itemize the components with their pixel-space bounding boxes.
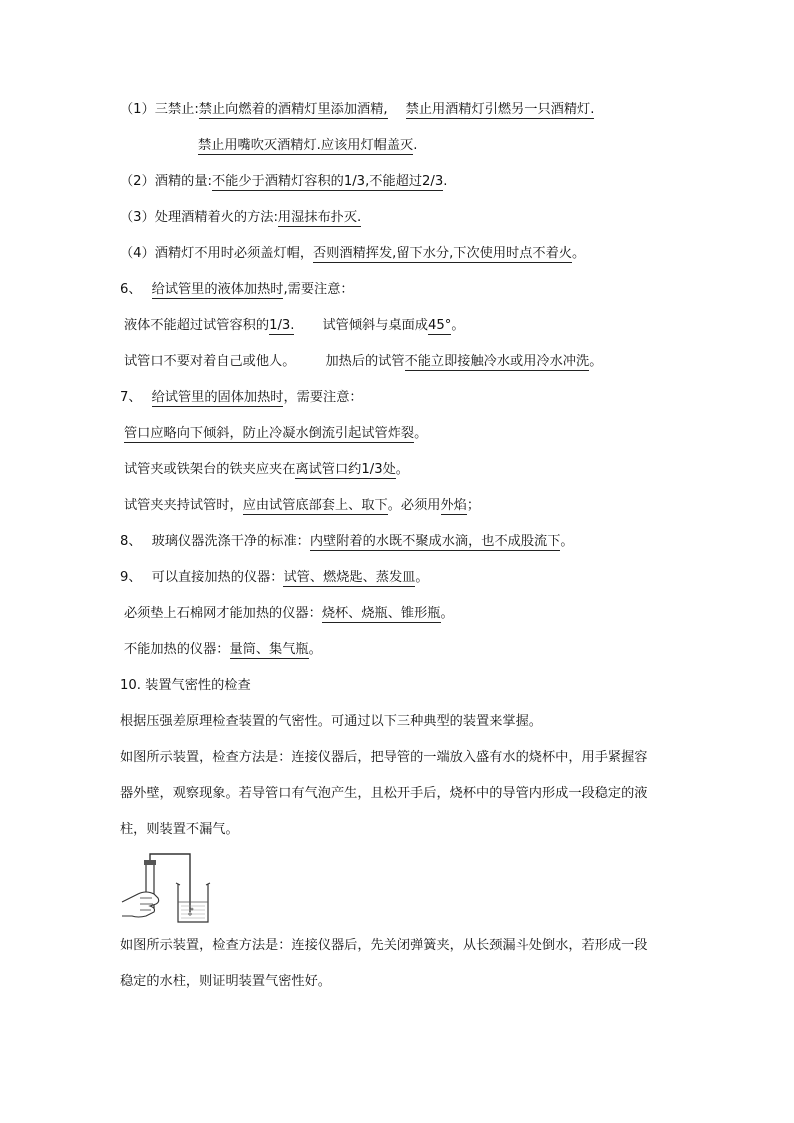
underlined-answer: 给试管里的固体加热时 xyxy=(151,390,284,405)
underlined-answer: 离试管口约1/3处 xyxy=(295,462,396,477)
non-heatable-instruments: 不能加热的仪器：量筒、集气瓶。 xyxy=(124,642,322,657)
item-label: （1）三禁止: xyxy=(120,102,199,117)
rule-alcohol-fire: （3）处理酒精着火的方法:用湿抹布扑灭. xyxy=(120,210,362,225)
section-9: 9、 可以直接加热的仪器：试管、燃烧匙、蒸发皿。 xyxy=(120,570,429,585)
solid-heating-rule-2: 试管夹或铁架台的铁夹应夹在离试管口约1/3处。 xyxy=(124,462,409,477)
rule-lamp-cap: （4）酒精灯不用时必须盖灯帽，否则酒精挥发,留下水分,下次使用时点不着火。 xyxy=(120,246,586,261)
underlined-answer: 试管、燃烧匙、蒸发皿 xyxy=(283,570,416,585)
liquid-heating-rule-2: 试管口不要对着自己或他人。 加热后的试管不能立即接触冷水或用冷水冲洗。 xyxy=(124,354,603,369)
section-8: 8、 玻璃仪器洗涤干净的标准：内壁附着的水既不聚成水滴，也不成股流下。 xyxy=(120,534,574,549)
paragraph-line: 如图所示装置，检查方法是：连接仪器后，把导管的一端放入盛有水的烧杯中，用手紧握容 xyxy=(120,750,648,765)
solid-heating-rule-3: 试管夹夹持试管时，应由试管底部套上、取下。必须用外焰； xyxy=(124,498,481,513)
hand-icon xyxy=(122,892,159,917)
section-10-heading: 10. 装置气密性的检查 xyxy=(120,678,251,693)
underlined-answer: 不能少于酒精灯容积的1/3,不能超过2/3 xyxy=(211,174,444,189)
rule-alcohol-amount: （2）酒精的量:不能少于酒精灯容积的1/3,不能超过2/3. xyxy=(120,174,448,189)
paragraph-line: 根据压强差原理检查装置的气密性。可通过以下三种典型的装置来掌握。 xyxy=(120,714,542,729)
underlined-answer: 禁止向燃着的酒精灯里添加酒精, xyxy=(198,102,388,117)
underlined-answer: 量筒、集气瓶 xyxy=(229,642,309,657)
underlined-answer: 烧杯、烧瓶、锥形瓶 xyxy=(321,606,441,621)
liquid-heating-rule-1: 液体不能超过试管容积的1/3. 试管倾斜与桌面成45°。 xyxy=(124,318,465,333)
paragraph-line: 柱，则装置不漏气。 xyxy=(120,822,239,837)
section-6-heading: 6、 给试管里的液体加热时,需要注意： xyxy=(120,282,354,297)
underlined-answer: 禁止用酒精灯引燃另一只酒精灯. xyxy=(405,102,595,117)
underlined-answer: 1/3. xyxy=(269,318,295,333)
paragraph-line: 如图所示装置，检查方法是：连接仪器后，先关闭弹簧夹，从长颈漏斗处倒水，若形成一段 xyxy=(120,938,648,953)
underlined-answer: 用湿抹布扑灭. xyxy=(277,210,362,225)
airtightness-apparatus-figure xyxy=(120,850,220,925)
underlined-answer: 禁止用嘴吹灭酒精灯.应该用灯帽盖灭 xyxy=(198,138,414,153)
paragraph-line: 器外壁，观察现象。若导管口有气泡产生，且松开手后，烧杯中的导管内形成一段稳定的液 xyxy=(120,786,648,801)
underlined-answer: 内壁附着的水既不聚成水滴，也不成股流下 xyxy=(309,534,561,549)
solid-heating-rule-1: 管口应略向下倾斜，防止冷凝水倒流引起试管炸裂。 xyxy=(124,426,428,441)
asbestos-gauze-instruments: 必须垫上石棉网才能加热的仪器：烧杯、烧瓶、锥形瓶。 xyxy=(124,606,454,621)
underlined-answer: 给试管里的液体加热时 xyxy=(151,282,284,297)
beaker xyxy=(176,883,210,922)
rule-three-prohibitions xyxy=(120,101,594,119)
underlined-answer: 管口应略向下倾斜，防止冷凝水倒流引起试管炸裂 xyxy=(124,426,415,441)
underlined-answer: 应由试管底部套上、取下 xyxy=(242,498,388,513)
underlined-answer: 不能立即接触冷水或用冷水冲洗 xyxy=(404,354,590,369)
underlined-answer: 外焰 xyxy=(440,498,467,513)
rule-three-prohibitions-cont: 禁止用嘴吹灭酒精灯.应该用灯帽盖灭. xyxy=(198,138,418,153)
underlined-answer: 45° xyxy=(427,318,452,333)
section-7-heading: 7、 给试管里的固体加热时，需要注意： xyxy=(120,390,363,405)
paragraph-line: 稳定的水柱，则证明装置气密性好。 xyxy=(120,974,331,989)
underlined-answer: 否则酒精挥发,留下水分,下次使用时点不着火 xyxy=(313,246,572,261)
